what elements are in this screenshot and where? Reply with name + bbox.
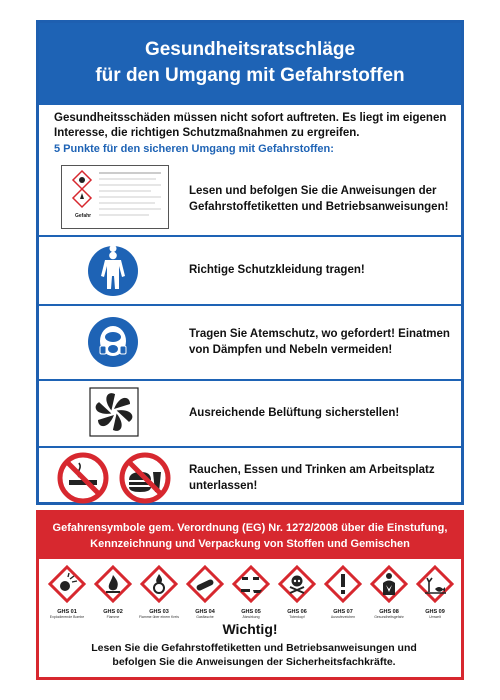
point-text-4: Ausreichende Belüftung sicherstellen!: [189, 407, 400, 419]
ghs-name: Ätzwirkung: [242, 615, 260, 619]
important-title: Wichtig!: [222, 621, 278, 637]
ghs-code: GHS 03: [149, 609, 169, 615]
hazard-header-line1: Gefahrensymbole gem. Verordnung (EG) Nr. 1272/2008 über die Einstufung,: [52, 522, 448, 534]
ghs-item: [91, 565, 135, 619]
safety-sign: [31, 10, 469, 690]
hazard-header-line2: Kennzeichnung und Verpackung von Stoffen und Gemischen: [90, 538, 410, 550]
ghs-code: GHS 01: [57, 609, 77, 615]
point-row-3: [39, 306, 461, 378]
ghs-pictogram-row: [45, 565, 457, 619]
point-text-2: Richtige Schutzkleidung tragen!: [189, 264, 365, 276]
ventilation-fan-icon: [89, 387, 139, 442]
ghs-code: GHS 06: [287, 609, 307, 615]
point-text-5: Rauchen, Essen und Trinken am Arbeitsplatz unterlassen!: [189, 464, 435, 492]
ghs-name: Flamme: [106, 615, 120, 619]
gas-cylinder-icon: [186, 565, 224, 603]
header-title-line1: Gesundheitsratschläge: [144, 39, 356, 60]
ghs-name: Explodierende Bombe: [49, 615, 85, 619]
no-smoking-icon: [57, 452, 109, 509]
ghs-item: [183, 565, 227, 619]
ghs-code: GHS 05: [241, 609, 261, 615]
health-hazard-icon: [370, 565, 408, 603]
ghs-name: Totenkopf: [289, 615, 305, 619]
exploding-bomb-icon: [48, 565, 86, 603]
label-sheet-icon: [61, 165, 169, 234]
point-text-1: Lesen und befolgen Sie die Anweisungen der Gefahrstoffetiketten und Betriebsanweisungen!: [189, 185, 449, 213]
protective-clothing-icon: [87, 245, 139, 302]
label-sheet-small-text: Gefahr: [75, 213, 92, 219]
no-eating-drinking-icon: [119, 452, 171, 509]
ghs-name: Umwelt: [429, 615, 441, 619]
health-advice-header: [39, 23, 461, 105]
header-title-line2: für den Umgang mit Gefahrstoffen: [95, 65, 405, 86]
ghs-code: GHS 08: [379, 609, 399, 615]
corrosion-icon: [232, 565, 270, 603]
intro-subheading: 5 Punkte für den sicheren Umgang mit Gefahrstoffen:: [54, 143, 334, 155]
important-text: Lesen Sie die Gefahrstoffetiketten und Betriebsanweisungen und befolgen Sie die Anweisungen der Sicherheitsfachkräfte.: [91, 642, 417, 668]
ghs-code: GHS 07: [333, 609, 353, 615]
respirator-icon: [87, 316, 139, 373]
point-row-5: [39, 448, 461, 506]
ghs-code: GHS 04: [195, 609, 215, 615]
ghs-name: Flamme über einem Kreis: [138, 615, 180, 619]
ghs-item: [321, 565, 365, 619]
ghs-item: [229, 565, 273, 619]
intro-text: Gesundheitsschäden müssen nicht sofort auftreten. Es liegt im eigenen Interesse, die richtigen Schutzmaßnahmen zu ergreifen.: [54, 112, 447, 139]
flame-over-circle-icon: [140, 565, 178, 603]
health-advice-panel: [36, 20, 464, 505]
ghs-item: [45, 565, 89, 619]
ghs-item: [367, 565, 411, 619]
ghs-item: [413, 565, 457, 619]
ghs-code: GHS 09: [425, 609, 445, 615]
skull-icon: [278, 565, 316, 603]
ghs-item: [137, 565, 181, 619]
point-row-4: [39, 381, 461, 445]
point-row-2: [39, 237, 461, 303]
hazard-header: [39, 513, 461, 559]
ghs-name: Gasflasche: [196, 615, 214, 619]
environment-icon: [416, 565, 454, 603]
flame-icon: [94, 565, 132, 603]
hazard-symbols-panel: [36, 510, 464, 680]
ghs-code: GHS 02: [103, 609, 123, 615]
ghs-name: Ausrufezeichen: [330, 615, 356, 619]
ghs-item: [275, 565, 319, 619]
point-text-3: Tragen Sie Atemschutz, wo gefordert! Einatmen von Dämpfen und Nebeln vermeiden!: [189, 328, 450, 356]
ghs-name: Gesundheitsgefahr: [374, 615, 404, 619]
point-row-1: [39, 161, 461, 233]
exclamation-icon: [324, 565, 362, 603]
